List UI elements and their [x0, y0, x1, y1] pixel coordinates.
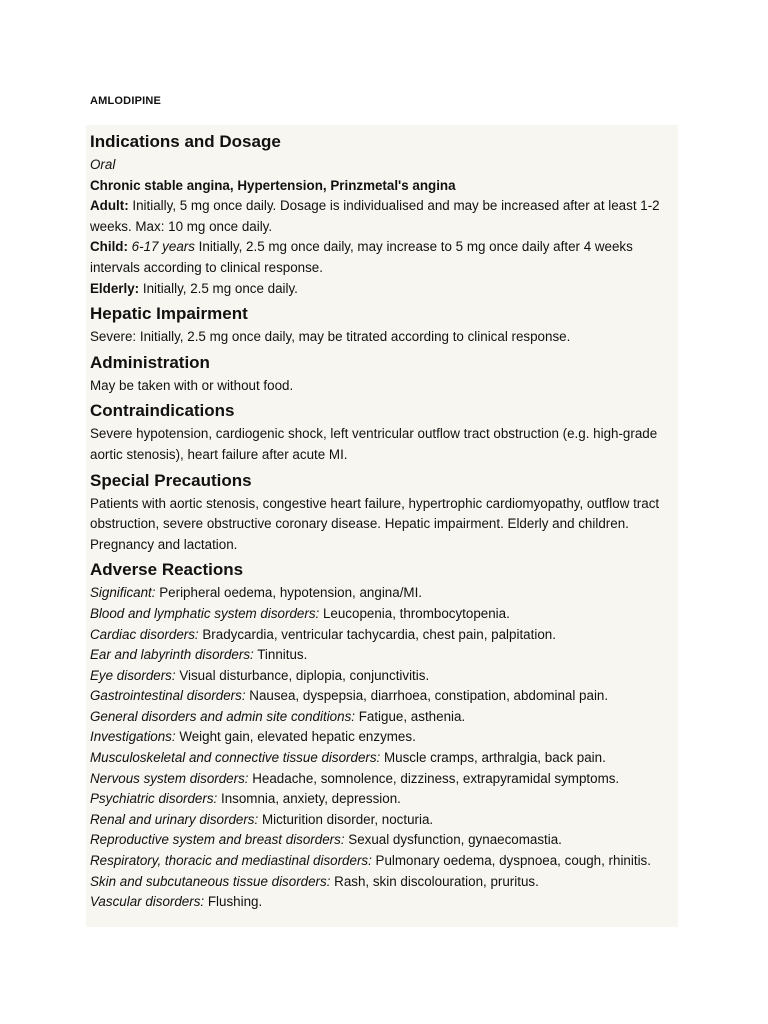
- adverse-item-text: Bradycardia, ventricular tachycardia, chest pain, palpitation.: [198, 626, 556, 642]
- child-dosage: [90, 237, 674, 278]
- adverse-list: [90, 583, 674, 913]
- adult-text: Initially, 5 mg once daily. Dosage is individualised and may be increased after at least 1-2 weeks. Max: 10 mg once daily.: [90, 198, 660, 234]
- adverse-item: [90, 583, 674, 604]
- adverse-item-label: Vascular disorders:: [90, 894, 205, 910]
- adult-dosage: [90, 196, 674, 237]
- adverse-item-label: Respiratory, thoracic and mediastinal disorders:: [90, 853, 372, 869]
- adverse-item: [90, 748, 674, 769]
- indications-heading: Indications and Dosage: [90, 132, 281, 151]
- adverse-item: [90, 851, 674, 872]
- adverse-item-text: Peripheral oedema, hypotension, angina/MI.: [155, 585, 423, 601]
- child-age: 6-17 years: [127, 239, 195, 255]
- adverse-item-text: Micturition disorder, nocturia.: [258, 811, 434, 827]
- adverse-heading: Adverse Reactions: [90, 560, 244, 580]
- adverse-item-label: Blood and lymphatic system disorders:: [90, 605, 320, 621]
- adverse-section: [90, 559, 674, 913]
- elderly-text: Initially, 2.5 mg once daily.: [139, 280, 298, 296]
- adverse-item-label: Cardiac disorders:: [90, 626, 199, 642]
- adverse-item-text: Visual disturbance, diplopia, conjunctivitis.: [175, 667, 430, 683]
- adverse-item: [90, 872, 674, 893]
- contraindications-text: Severe hypotension, cardiogenic shock, left ventricular outflow tract obstruction (e.g. high-grade aortic stenosis), heart failure after acute MI.: [90, 426, 658, 462]
- adverse-item-label: Nervous system disorders:: [90, 770, 249, 786]
- adverse-item: [90, 892, 674, 913]
- adverse-item-text: Insomnia, anxiety, depression.: [217, 791, 401, 807]
- route-label: Oral: [90, 157, 116, 172]
- adverse-item-text: Nausea, dyspepsia, diarrhoea, constipation, abdominal pain.: [245, 688, 609, 704]
- administration-text: May be taken with or without food.: [90, 377, 294, 393]
- adverse-item: [90, 789, 674, 810]
- adverse-item: [90, 645, 674, 666]
- adverse-item: [90, 707, 674, 728]
- adverse-item-label: Psychiatric disorders:: [90, 791, 218, 807]
- adverse-item-text: Sexual dysfunction, gynaecomastia.: [344, 832, 562, 848]
- adverse-item-text: Headache, somnolence, dizziness, extrapyramidal symptoms.: [248, 770, 620, 786]
- administration-section: [90, 352, 674, 397]
- elderly-dosage: [90, 279, 674, 300]
- child-label: Child:: [90, 239, 128, 255]
- adverse-item-text: Weight gain, elevated hepatic enzymes.: [175, 729, 416, 745]
- adverse-item-label: Gastrointestinal disorders:: [90, 688, 246, 704]
- adverse-item-label: Ear and labyrinth disorders:: [90, 647, 254, 663]
- adult-label: Adult:: [90, 198, 129, 214]
- hepatic-heading: Hepatic Impairment: [90, 304, 248, 324]
- document-title: AMLODIPINE: [90, 95, 162, 107]
- adverse-item-label: Renal and urinary disorders:: [90, 811, 259, 827]
- adverse-item-label: Investigations:: [90, 729, 176, 745]
- adverse-item-label: Eye disorders:: [90, 667, 176, 683]
- adverse-item: [90, 604, 674, 625]
- adverse-item-text: Tinnitus.: [253, 647, 308, 663]
- adverse-item: [90, 686, 674, 707]
- monograph-panel: [86, 125, 678, 927]
- contraindications-section: [90, 400, 674, 465]
- adverse-item-label: General disorders and admin site conditions:: [90, 708, 355, 724]
- adverse-item: [90, 666, 674, 687]
- adverse-item: [90, 727, 674, 748]
- administration-heading: Administration: [90, 352, 210, 372]
- precautions-text: Patients with aortic stenosis, congestive heart failure, hypertrophic cardiomyopathy, outflow tract obstruction, severe obstructive coronary disease. Hepatic impairment. Elderly and children. Pregnancy and lactation.: [90, 495, 660, 552]
- adverse-item: [90, 625, 674, 646]
- adverse-item-label: Reproductive system and breast disorders:: [90, 832, 345, 848]
- adverse-item-text: Muscle cramps, arthralgia, back pain.: [380, 750, 606, 766]
- adverse-item-label: Skin and subcutaneous tissue disorders:: [90, 873, 331, 889]
- adverse-item-text: Leucopenia, thrombocytopenia.: [319, 605, 510, 621]
- child-text: Initially, 2.5 mg once daily, may increase to 5 mg once daily after 4 weeks intervals according to clinical response.: [90, 239, 633, 275]
- conditions-line: Chronic stable angina, Hypertension, Prinzmetal's angina: [90, 177, 456, 193]
- contraindications-heading: Contraindications: [90, 401, 235, 421]
- adverse-item-text: Pulmonary oedema, dyspnoea, cough, rhinitis.: [371, 853, 651, 869]
- adverse-item: [90, 810, 674, 831]
- adverse-item-text: Fatigue, asthenia.: [354, 708, 466, 724]
- adverse-item: [90, 830, 674, 851]
- adverse-item-label: Significant:: [90, 585, 156, 601]
- hepatic-section: [90, 303, 674, 348]
- hepatic-text: Severe: Initially, 2.5 mg once daily, may be titrated according to clinical response.: [90, 329, 571, 345]
- adverse-item: [90, 769, 674, 790]
- indications-section: [90, 131, 674, 299]
- precautions-heading: Special Precautions: [90, 470, 252, 490]
- precautions-section: [90, 470, 674, 556]
- adverse-item-text: Flushing.: [204, 894, 263, 910]
- adverse-item-text: Rash, skin discolouration, pruritus.: [330, 873, 539, 889]
- elderly-label: Elderly:: [90, 280, 140, 296]
- adverse-item-label: Musculoskeletal and connective tissue disorders:: [90, 750, 381, 766]
